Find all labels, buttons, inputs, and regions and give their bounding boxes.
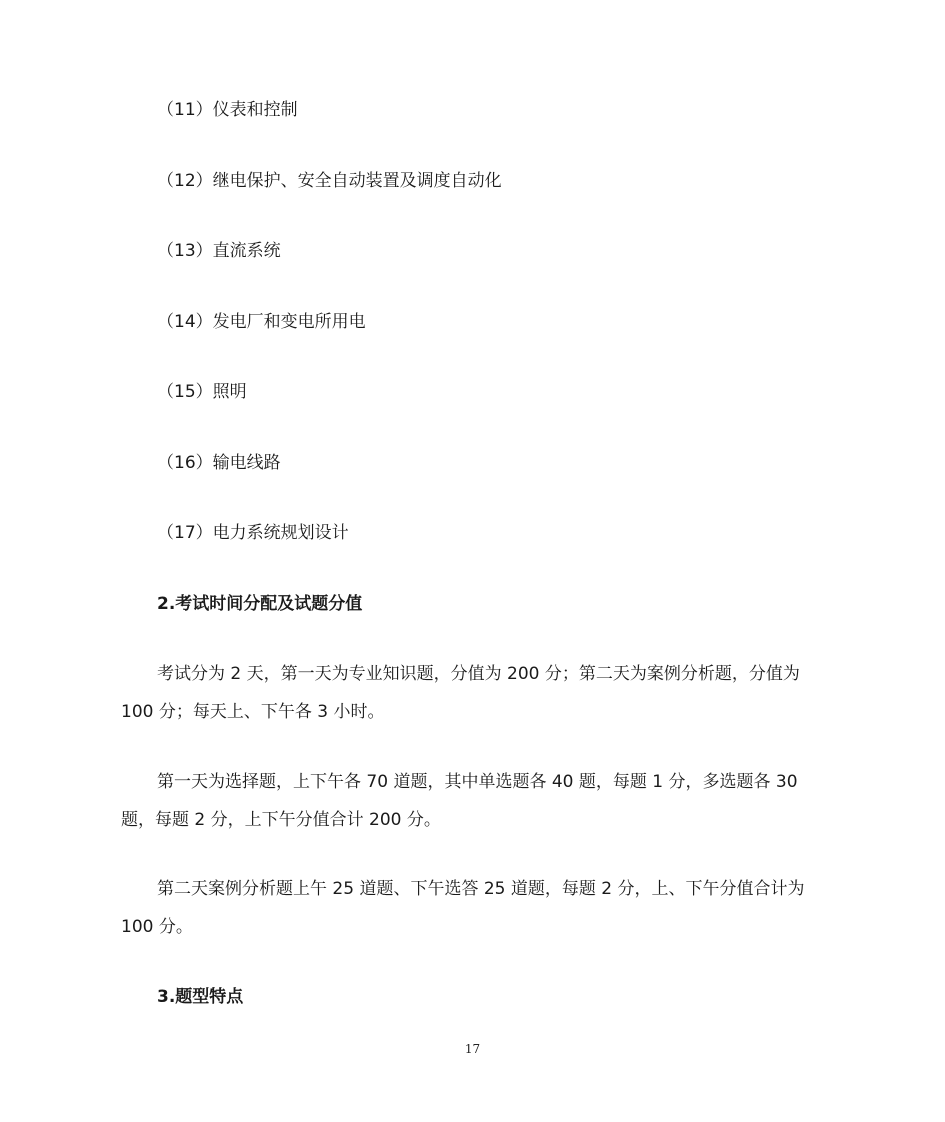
list-item-17: （17）电力系统规划设计 <box>157 523 349 543</box>
page-number: 17 <box>464 1042 481 1056</box>
list-item-15: （15）照明 <box>157 382 247 402</box>
paragraph-day-two: 第二天案例分析题上午 25 道题、下午选答 25 道题，每题 2 分，上、下午分值合计为 100 分。 <box>121 879 805 937</box>
list-item-12: （12）继电保护、安全自动装置及调度自动化 <box>157 171 502 191</box>
paragraph-exam-duration: 考试分为 2 天，第一天为专业知识题，分值为 200 分；第二天为案例分析题，分值为 100 分；每天上、下午各 3 小时。 <box>121 664 800 722</box>
list-item-14: （14）发电厂和变电所用电 <box>157 312 366 332</box>
list-item-11: （11）仪表和控制 <box>157 100 298 120</box>
section-3-heading: 3.题型特点 <box>157 987 244 1007</box>
section-2-heading: 2.考试时间分配及试题分值 <box>157 594 363 614</box>
list-item-13: （13）直流系统 <box>157 241 281 261</box>
list-item-16: （16）输电线路 <box>157 453 281 473</box>
paragraph-day-one: 第一天为选择题，上下午各 70 道题，其中单选题各 40 题，每题 1 分，多选题各 30 题，每题 2 分，上下午分值合计 200 分。 <box>121 772 798 830</box>
